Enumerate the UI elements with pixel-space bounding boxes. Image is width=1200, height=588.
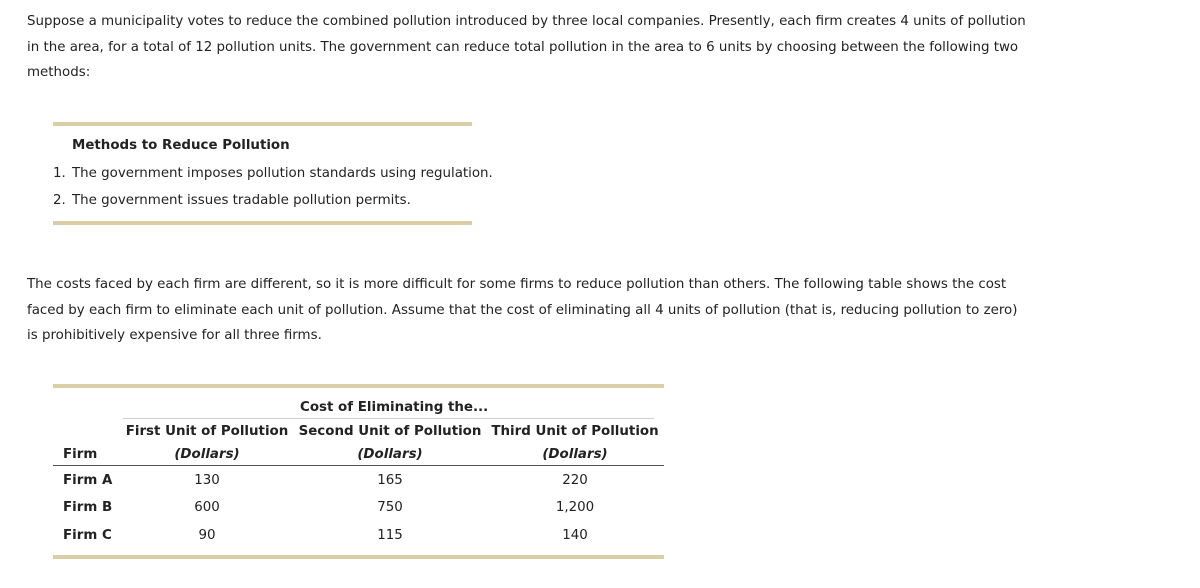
col-header-second: Second Unit of Pollution	[298, 424, 482, 439]
group-header: Cost of Eliminating the...	[300, 400, 489, 415]
method-item-2	[53, 193, 411, 208]
cell-c-second: 115	[377, 528, 403, 543]
cell-b-third: 1,200	[555, 500, 595, 515]
table-top-rule	[53, 384, 664, 388]
methods-bottom-rule	[53, 221, 472, 225]
row-label-firm-a: Firm A	[63, 473, 113, 488]
costs-paragraph: The costs faced by each firm are different, so it is more difficult for some firms to reduce pollution than others. The following table shows the cost faced by each firm to eliminate each unit of pollution. Assume that the cost of eliminating all 4 units of pollution (that is, reducing pollution to zero) is prohibitively expensive for all three firms.	[27, 277, 1018, 343]
table-bottom-rule	[53, 555, 664, 559]
unit-third: (Dollars)	[542, 447, 608, 462]
header-bottom-rule	[53, 465, 664, 466]
cell-b-first: 600	[194, 500, 220, 515]
col-header-first: First Unit of Pollution	[125, 424, 289, 439]
method-number: 2.	[53, 193, 66, 208]
cell-c-third: 140	[562, 528, 588, 543]
intro-paragraph: Suppose a municipality votes to reduce the combined pollution introduced by three local companies. Presently, each firm creates 4 units of pollution in the area, for a total of 12 pollution units. The government can reduce total pollution in the area to 6 units by choosing between the following two methods:	[27, 14, 1026, 80]
method-item-1	[53, 166, 493, 181]
unit-second: (Dollars)	[357, 447, 423, 462]
methods-title: Methods to Reduce Pollution	[72, 138, 290, 153]
col-header-third: Third Unit of Pollution	[491, 424, 659, 439]
cell-b-second: 750	[377, 500, 403, 515]
cell-c-first: 90	[198, 528, 216, 543]
unit-first: (Dollars)	[174, 447, 240, 462]
col-header-firm: Firm	[63, 447, 98, 462]
cell-a-second: 165	[377, 473, 403, 488]
group-header-rule	[123, 418, 654, 419]
method-number: 1.	[53, 166, 66, 181]
methods-top-rule	[53, 122, 472, 126]
method-text: The government imposes pollution standards using regulation.	[72, 166, 493, 181]
cell-a-first: 130	[194, 473, 220, 488]
row-label-firm-c: Firm C	[63, 528, 112, 543]
cell-a-third: 220	[562, 473, 588, 488]
method-text: The government issues tradable pollution permits.	[72, 193, 411, 208]
row-label-firm-b: Firm B	[63, 500, 113, 515]
